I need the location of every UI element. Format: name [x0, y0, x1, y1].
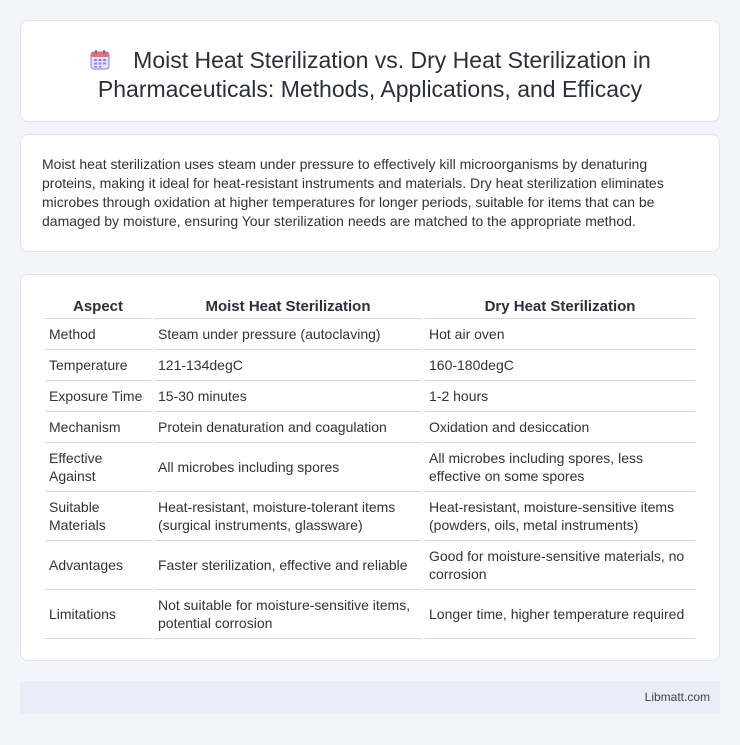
intro-card — [20, 134, 720, 252]
row-aspect: Temperature — [45, 350, 151, 381]
row-moist-value: 15-30 minutes — [154, 381, 422, 412]
table-row — [45, 350, 695, 381]
table-row — [45, 541, 695, 590]
row-dry-value: Longer time, higher temperature required — [425, 590, 695, 639]
row-dry-value: Hot air oven — [425, 319, 695, 350]
row-moist-value: Not suitable for moisture-sensitive items, potential corrosion — [154, 590, 422, 639]
table-row — [45, 412, 695, 443]
header-moist-heat: Moist Heat Sterilization — [154, 293, 422, 319]
row-dry-value: Good for moisture-sensitive materials, no corrosion — [425, 541, 695, 590]
row-dry-value: Heat-resistant, moisture-sensitive items (powders, oils, metal instruments) — [425, 492, 695, 541]
intro-paragraph: Moist heat sterilization uses steam under pressure to effectively kill microorganisms by denaturing proteins, making it ideal for heat-resistant instruments and materials. Dry heat sterilization eliminates microbes through oxidation at higher temperatures for longer periods, suitable for items that can be damaged by moisture, ensuring Your sterilization needs are matched to the appropriate method. — [42, 156, 664, 229]
comparison-table — [42, 293, 698, 639]
footer-bar — [20, 681, 720, 714]
row-moist-value: Faster sterilization, effective and reliable — [154, 541, 422, 590]
row-moist-value: 121-134degC — [154, 350, 422, 381]
row-aspect: Mechanism — [45, 412, 151, 443]
row-moist-value: All microbes including spores — [154, 443, 422, 492]
row-aspect: Advantages — [45, 541, 151, 590]
table-header-row — [45, 293, 695, 319]
row-aspect: Suitable Materials — [45, 492, 151, 541]
page-title — [51, 46, 689, 104]
row-moist-value: Heat-resistant, moisture-tolerant items (surgical instruments, glassware) — [154, 492, 422, 541]
row-dry-value: 160-180degC — [425, 350, 695, 381]
row-dry-value: 1-2 hours — [425, 381, 695, 412]
header-aspect: Aspect — [45, 293, 151, 319]
calendar-icon — [89, 49, 111, 71]
page-title-text: Moist Heat Sterilization vs. Dry Heat Sterilization in Pharmaceuticals: Methods, Applications, and Efficacy — [97, 47, 651, 102]
row-moist-value: Protein denaturation and coagulation — [154, 412, 422, 443]
comparison-card — [20, 274, 720, 661]
row-aspect: Limitations — [45, 590, 151, 639]
table-row — [45, 381, 695, 412]
title-card — [20, 20, 720, 122]
row-dry-value: Oxidation and desiccation — [425, 412, 695, 443]
table-row — [45, 319, 695, 350]
row-dry-value: All microbes including spores, less effective on some spores — [425, 443, 695, 492]
table-row — [45, 590, 695, 639]
row-aspect: Effective Against — [45, 443, 151, 492]
row-moist-value: Steam under pressure (autoclaving) — [154, 319, 422, 350]
table-row — [45, 443, 695, 492]
footer-brand-link[interactable]: Libmatt.com — [644, 690, 710, 704]
header-dry-heat: Dry Heat Sterilization — [425, 293, 695, 319]
row-aspect: Exposure Time — [45, 381, 151, 412]
table-row — [45, 492, 695, 541]
row-aspect: Method — [45, 319, 151, 350]
